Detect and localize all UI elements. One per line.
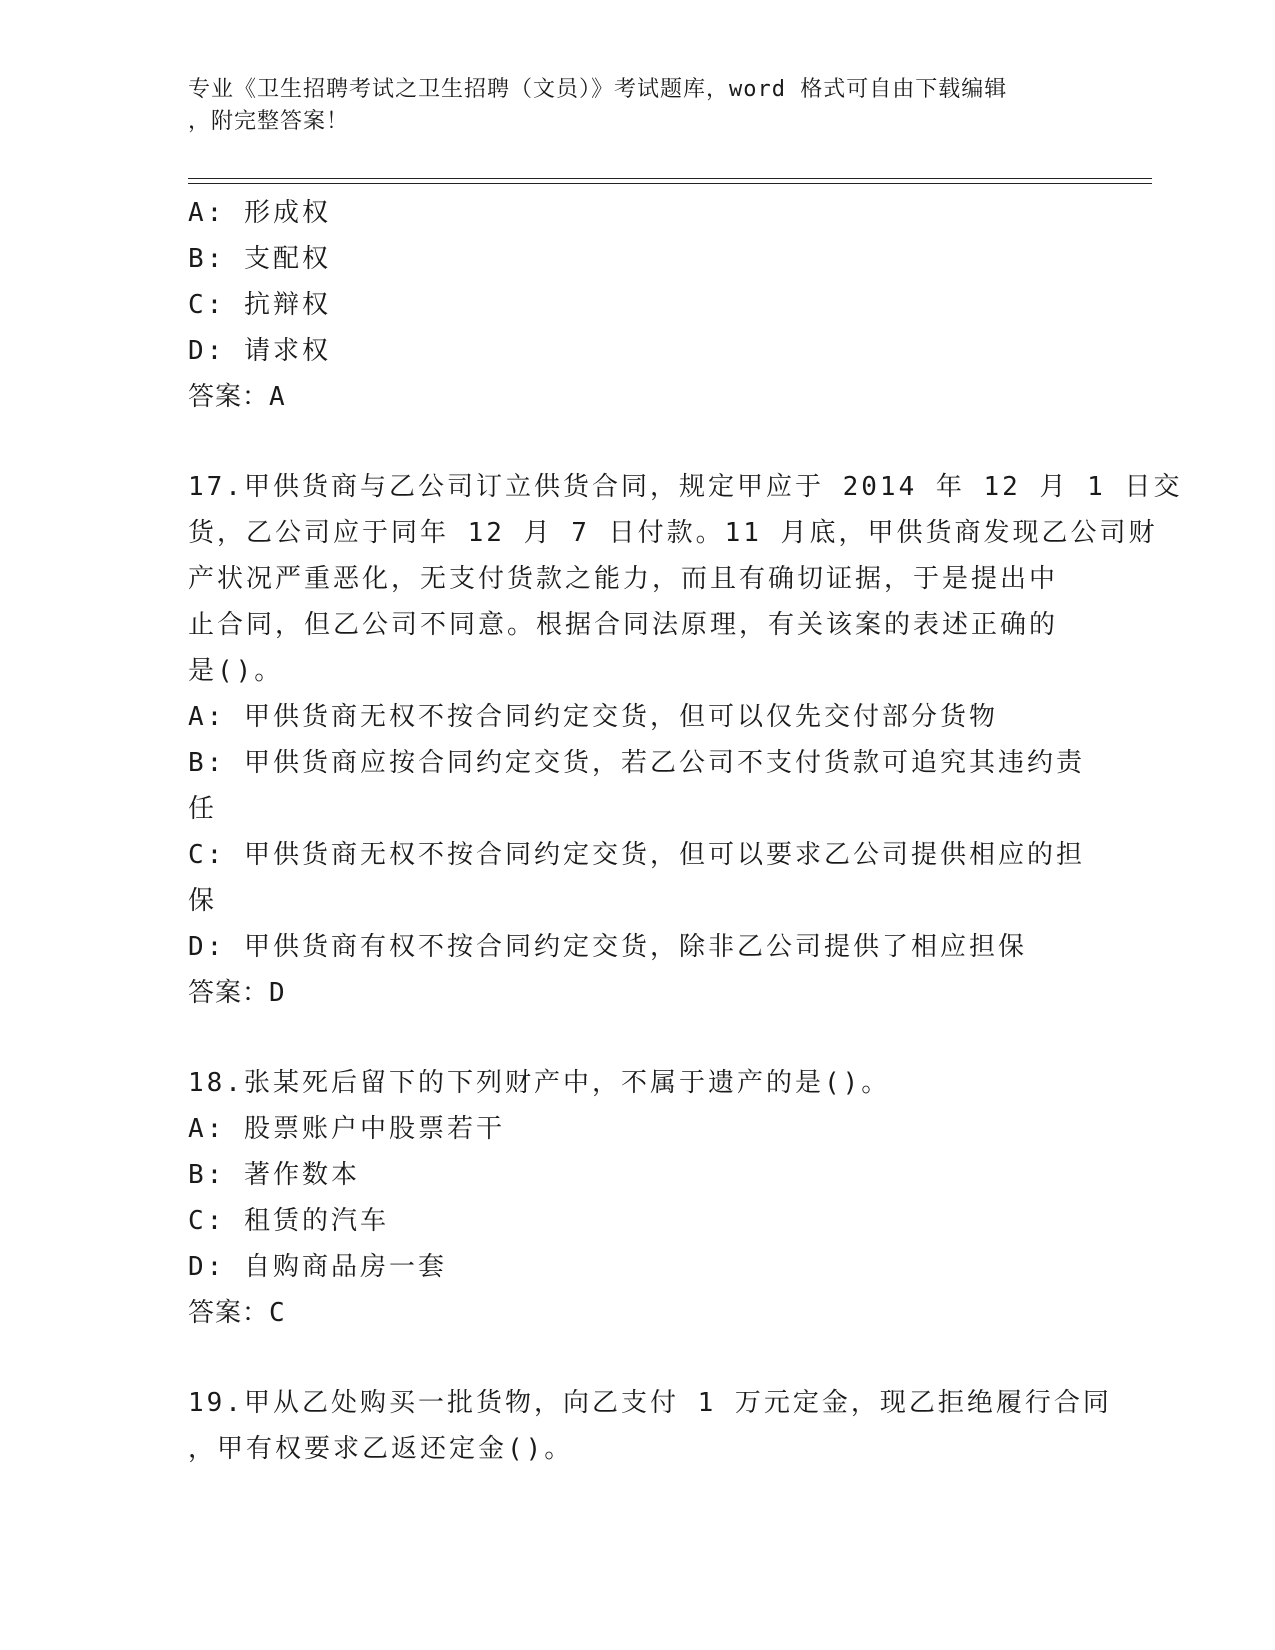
header-divider-bottom	[188, 183, 1152, 184]
page-header	[188, 74, 1088, 138]
question-19	[188, 1380, 1112, 1472]
question-stem-line: 货，乙公司应于同年 12 月 7 日付款。11 月底，甲供货商发现乙公司财	[188, 518, 1158, 548]
question-stem-line: 18.张某死后留下的下列财产中，不属于遗产的是()。	[188, 1068, 891, 1098]
option-d: D: 请求权	[188, 336, 331, 366]
question-stem-line: 止合同，但乙公司不同意。根据合同法原理，有关该案的表述正确的	[188, 610, 1059, 640]
question-stem-line: 是()。	[188, 656, 284, 686]
header-line-2: ，附完整答案！	[188, 109, 350, 134]
option-d: D: 自购商品房一套	[188, 1252, 447, 1282]
question-16	[188, 190, 1088, 420]
option-c: C: 甲供货商无权不按合同约定交货，但可以要求乙公司提供相应的担	[188, 840, 1085, 870]
answer-label: 答案：	[188, 978, 270, 1008]
answer-label: 答案：	[188, 382, 270, 412]
spacer	[188, 1016, 1088, 1060]
header-line-1: 专业《卫生招聘考试之卫生招聘（文员）》考试题库，word 格式可自由下载编辑	[188, 77, 1008, 102]
option-c-continued: 保	[188, 886, 218, 916]
answer-label: 答案：	[188, 1298, 270, 1328]
question-content	[188, 190, 1183, 1472]
spacer	[188, 420, 1088, 464]
answer-value: C	[269, 1298, 288, 1328]
option-a: A: 形成权	[188, 198, 331, 228]
question-stem-line: ，甲有权要求乙返还定金()。	[188, 1434, 574, 1464]
header-divider-top	[188, 178, 1152, 179]
answer-line	[188, 374, 1088, 420]
question-stem-line: 19.甲从乙处购买一批货物，向乙支付 1 万元定金，现乙拒绝履行合同	[188, 1388, 1112, 1418]
question-17	[188, 464, 1183, 1016]
option-b-continued: 任	[188, 794, 218, 824]
option-b: B: 甲供货商应按合同约定交货，若乙公司不支付货款可追究其违约责	[188, 748, 1085, 778]
spacer	[188, 1336, 1088, 1380]
option-b: B: 著作数本	[188, 1160, 360, 1190]
option-a: A: 甲供货商无权不按合同约定交货，但可以仅先交付部分货物	[188, 702, 998, 732]
option-a: A: 股票账户中股票若干	[188, 1114, 505, 1144]
option-d: D: 甲供货商有权不按合同约定交货，除非乙公司提供了相应担保	[188, 932, 1027, 962]
question-18	[188, 1060, 1088, 1336]
answer-line	[188, 970, 1088, 1016]
option-b: B: 支配权	[188, 244, 331, 274]
question-stem-line: 产状况严重恶化，无支付货款之能力，而且有确切证据，于是提出中	[188, 564, 1059, 594]
answer-line	[188, 1290, 1088, 1336]
answer-value: A	[269, 382, 288, 412]
question-stem-line: 17.甲供货商与乙公司订立供货合同，规定甲应于 2014 年 12 月 1 日交	[188, 472, 1183, 502]
answer-value: D	[269, 978, 288, 1008]
option-c: C: 租赁的汽车	[188, 1206, 389, 1236]
option-c: C: 抗辩权	[188, 290, 331, 320]
